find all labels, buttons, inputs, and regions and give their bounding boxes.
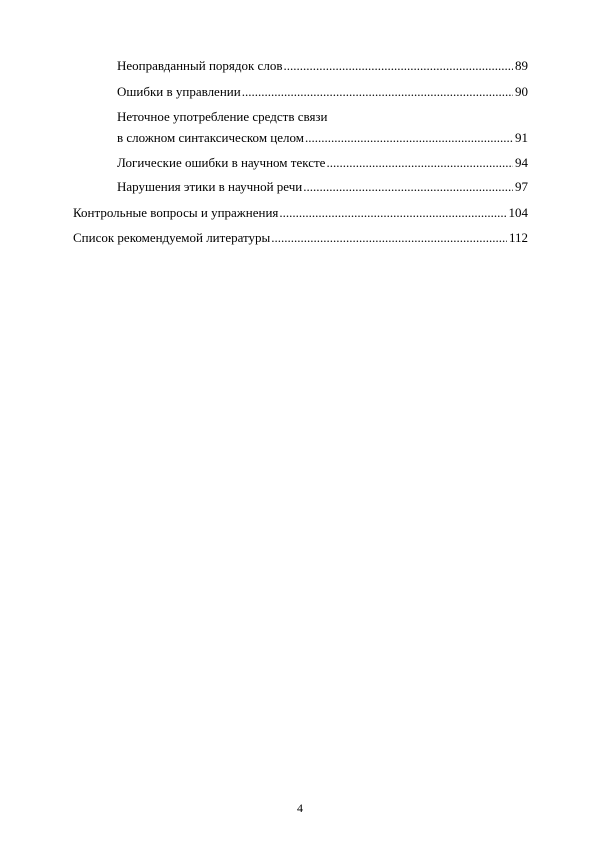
toc-dot-leader (271, 230, 507, 246)
toc-entry-page: 91 (515, 130, 528, 145)
toc-entry-page: 90 (515, 84, 528, 99)
toc-dot-leader (303, 179, 513, 195)
toc-entry-page: 89 (515, 58, 528, 73)
toc-dot-leader (305, 130, 513, 146)
toc-entry-title: Нарушения этики в научной речи (117, 179, 303, 194)
toc-dot-leader (283, 58, 513, 74)
toc-entry-page: 104 (508, 205, 528, 220)
toc-entry-title: Контрольные вопросы и упражнения (73, 205, 279, 220)
toc-entry-title: Неточное употребление средств связи (117, 109, 328, 124)
toc-entry (117, 84, 528, 100)
toc-entry-title: Логические ошибки в научном тексте (117, 155, 326, 170)
toc-dot-leader (279, 205, 506, 221)
toc-entry-title: Список рекомендуемой литературы (73, 230, 271, 245)
toc-entry (117, 179, 528, 195)
toc-entry (73, 205, 528, 221)
toc-entry (117, 58, 528, 74)
toc-entry-page: 97 (515, 179, 528, 194)
toc-dot-leader (242, 84, 513, 100)
toc-entry-title: в сложном синтаксическом целом (117, 130, 304, 145)
toc-entry (117, 130, 528, 146)
toc-entry (117, 155, 528, 171)
toc-dot-leader (326, 155, 513, 171)
toc-entry (117, 109, 528, 125)
toc-entry (73, 230, 528, 246)
toc-entry-page: 112 (508, 230, 528, 245)
toc-entry-title: Неоправданный порядок слов (117, 58, 283, 73)
toc-entry-page: 94 (515, 155, 528, 170)
toc-entry-title: Ошибки в управлении (117, 84, 241, 99)
page-number: 4 (297, 801, 303, 815)
